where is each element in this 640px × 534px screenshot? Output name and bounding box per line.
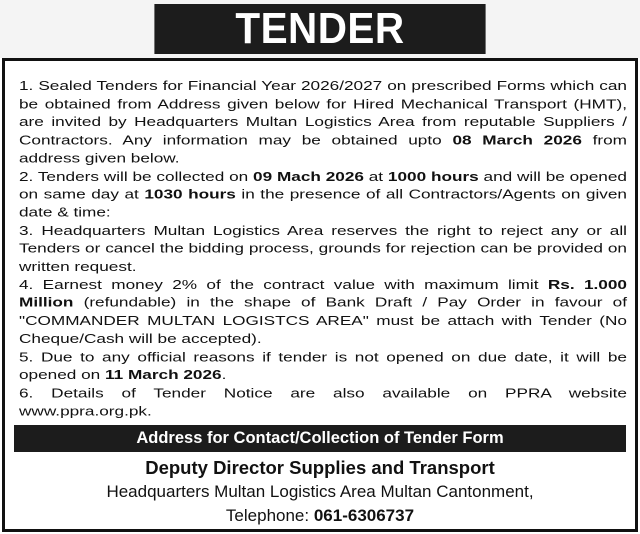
deadline-date: 08 March 2026 — [452, 132, 582, 148]
contact-block — [14, 456, 626, 528]
page-title: TENDER NOTICE — [154, 4, 485, 54]
clause-3-text: 3. Headquarters Multan Logistics Area reserves the right to reject any or all Tenders or cancel the bidding process, grounds for rejection can be provided on written request. — [19, 222, 627, 274]
contact-office: Headquarters Multan Logistics Area Multan Cantonment, — [106, 482, 534, 501]
clause-3 — [19, 222, 627, 276]
opening-time: 1030 hours — [144, 186, 236, 202]
contact-name: Deputy Director Supplies and Transport — [145, 457, 495, 478]
telephone-number: 061-6306737 — [313, 506, 415, 525]
collection-date: 09 Mach 2026 — [253, 168, 364, 184]
collection-time: 1000 hours — [387, 168, 479, 184]
clause-4 — [19, 276, 627, 348]
clause-5 — [19, 348, 627, 384]
earnest-money-limit: Rs. 1.000 Million — [19, 277, 627, 310]
telephone-label: Telephone: — [225, 506, 310, 525]
clause-6-text: 6. Details of Tender Notice are also available on PPRA website www.ppra.org.pk. — [19, 385, 627, 419]
title-bar — [0, 0, 640, 103]
clause-2-text-d: in the presence of all Contractors/Agents on given date & time: — [19, 186, 627, 220]
clause-1 — [19, 77, 627, 167]
clause-5-text-b: . — [221, 367, 227, 383]
alternate-opening-date: 11 March 2026 — [105, 367, 222, 383]
clause-4-text-b: (refundable) in the shape of Bank Draft / Pay Order in favour of "COMMANDER MULTAN LOGISTCS AREA" must be attach with Tender (No Cheque/Cash will be accepted). — [19, 295, 627, 347]
clause-1-text-a: 1. Sealed Tenders for Financial Year 2026/2027 on prescribed Forms which can be obtained from Address given below for Hired Mechanical Transport (HMT), are invited by Headquarters Multan Logistics Area from reputable Suppliers / Contractors. Any information may be obtained upto — [19, 78, 627, 148]
clause-6 — [19, 384, 627, 420]
clause-2-text-c: and will be opened on same day at — [19, 168, 627, 202]
notice-body — [19, 77, 627, 420]
address-heading: Address for Contact/Collection of Tender Form — [14, 425, 626, 452]
clause-4-text-a: 4. Earnest money 2% of the contract value with maximum limit — [19, 277, 548, 292]
contact-telephone-line — [14, 504, 626, 528]
clause-2-text-a: 2. Tenders will be collected on — [19, 168, 254, 184]
clause-5-text-a: 5. Due to any official reasons if tender is not opened on due date, it will be opened on — [19, 349, 627, 383]
clause-1-text-b: from address given below. — [19, 132, 628, 166]
clause-2-text-b: at — [363, 168, 388, 184]
clause-2 — [19, 167, 627, 221]
